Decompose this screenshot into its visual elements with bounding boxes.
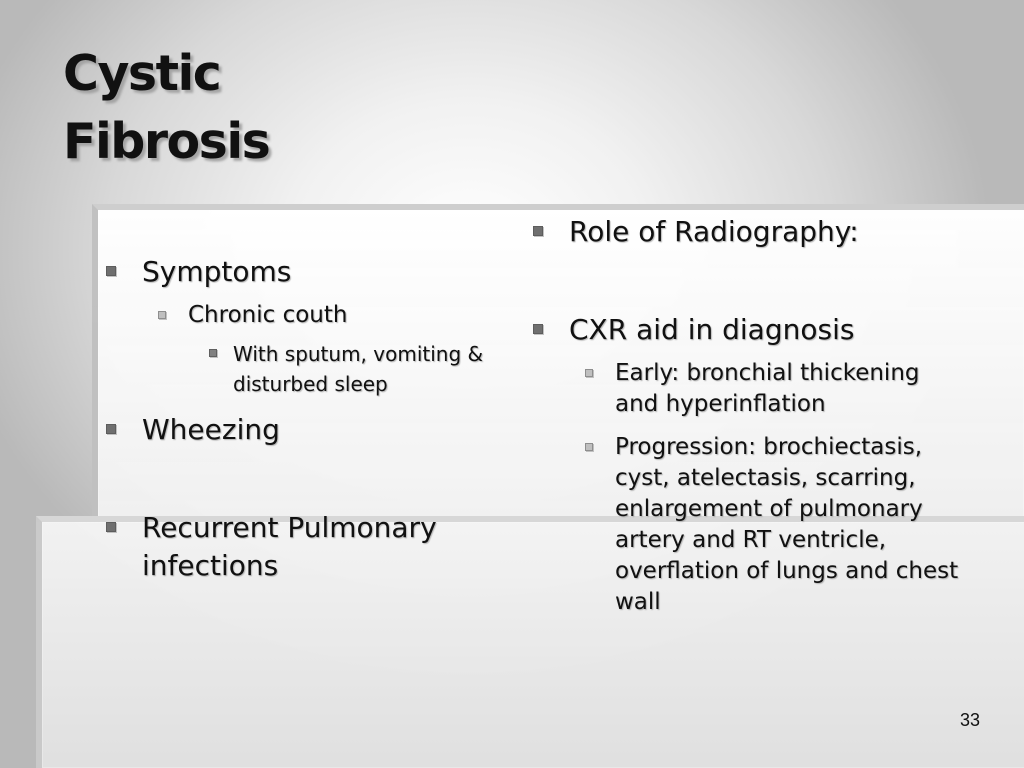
square-bullet-icon	[106, 424, 116, 434]
square-bullet-icon	[209, 349, 217, 357]
bullet-wheezing	[106, 411, 506, 449]
square-bullet-icon	[106, 266, 116, 276]
bullet-progression-findings	[585, 432, 970, 618]
bullet-sputum-detail	[209, 339, 509, 399]
slide-title: Cystic Fibrosis	[63, 45, 270, 170]
bullet-text: Early: bronchial thickening and hyperinflation	[615, 360, 920, 417]
square-bullet-icon	[585, 443, 593, 451]
square-bullet-icon	[533, 226, 543, 236]
bullet-symptoms	[106, 253, 506, 291]
bullet-cxr-diagnosis	[533, 311, 963, 349]
bullet-text: Chronic couth	[188, 302, 348, 328]
bullet-text: Recurrent Pulmonary infections	[142, 511, 437, 582]
bullet-text: CXR aid in diagnosis	[569, 313, 855, 346]
bullet-early-findings	[585, 358, 945, 420]
bullet-text: Progression: brochiectasis, cyst, atelectasis, scarring, enlargement of pulmonary artery and RT ventricle, overflation of lungs and chest wall	[615, 434, 959, 615]
bullet-text: Wheezing	[142, 413, 280, 446]
bullet-text: With sputum, vomiting & disturbed sleep	[233, 342, 484, 396]
square-bullet-icon	[106, 522, 116, 532]
slide-number: 33	[959, 710, 980, 730]
square-bullet-icon	[533, 324, 543, 334]
bullet-text: Role of Radiography:	[569, 215, 859, 248]
square-bullet-icon	[158, 311, 166, 319]
square-bullet-icon	[585, 369, 593, 377]
bullet-chronic-cough	[158, 300, 488, 331]
bullet-recurrent-infections	[106, 509, 466, 585]
bullet-text: Symptoms	[142, 255, 292, 288]
bullet-role-of-radiography	[533, 213, 963, 251]
